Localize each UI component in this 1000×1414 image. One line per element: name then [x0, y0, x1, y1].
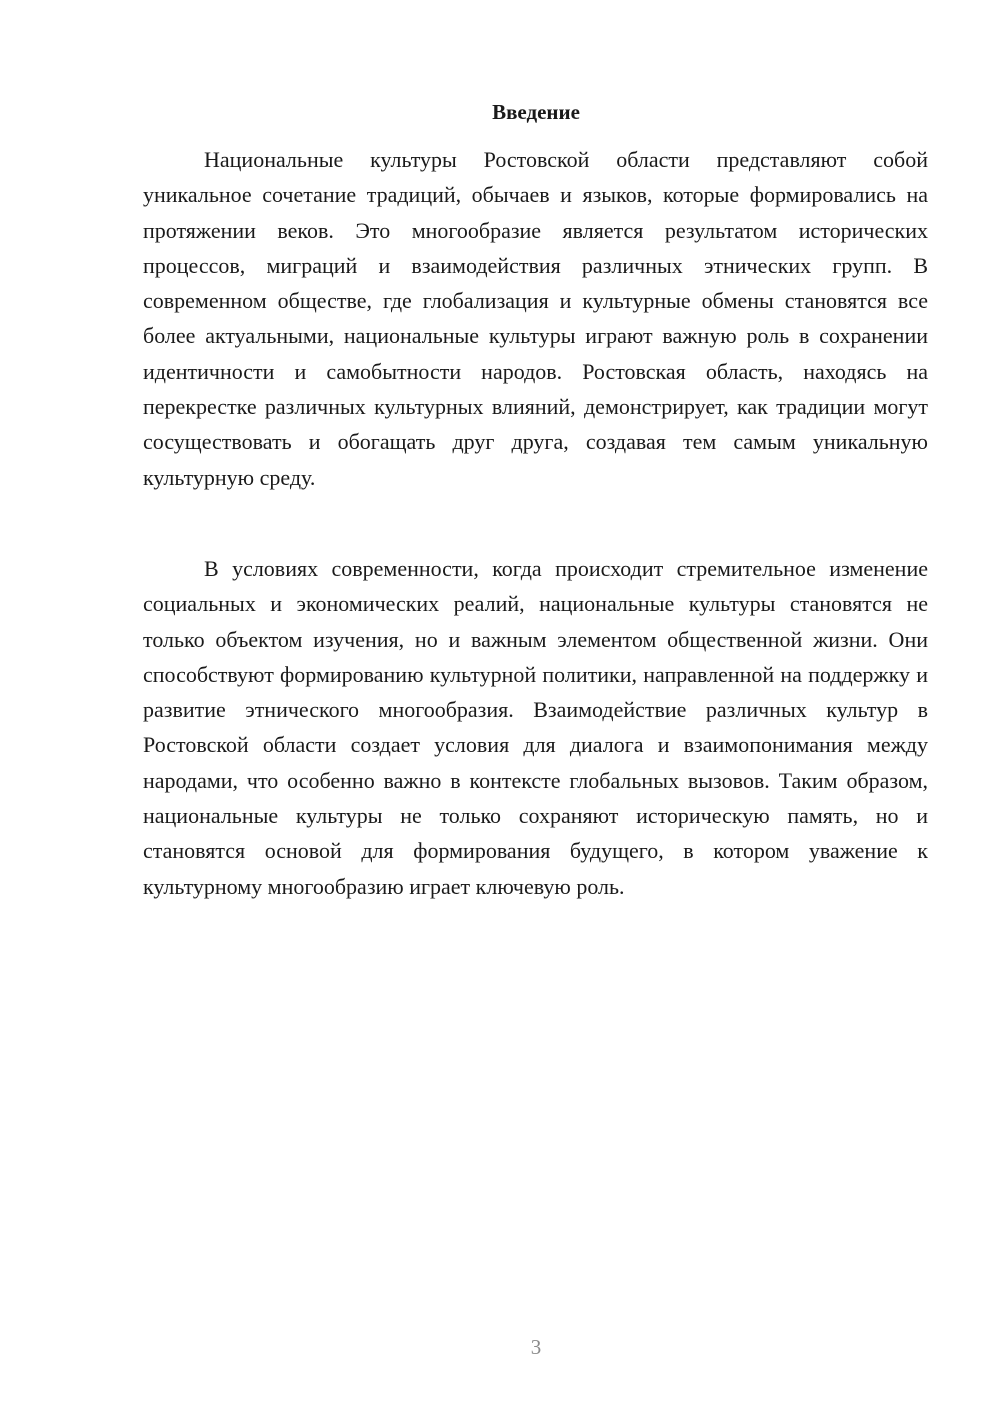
page-number: 3 — [530, 1335, 542, 1359]
paragraph-1: Национальные культуры Ростовской области представляют собой уникальное сочетание традиций, обычаев и языков, которые формировались на протяжении веков. Это многообразие является результатом исторических процессов, миграций и взаимодействия различных этнических групп. В современном обществе, где глобализация и культурные обмены становятся все более актуальными, национальные культуры играют важную роль в сохранении идентичности и самобытности народов. Ростовская область, находясь на перекрестке различных культурных влияний, демонстрирует, как традиции могут сосуществовать и обогащать друг друга, создавая тем самым уникальную культурную среду. — [143, 147, 928, 490]
section-heading: Введение — [492, 100, 580, 124]
paragraph-2: В условиях современности, когда происходит стремительное изменение социальных и экономических реалий, национальные культуры становятся не только объектом изучения, но и важным элементом общественной жизни. Они способствуют формированию культурной политики, направленной на поддержку и развитие этнического многообразия. Взаимодействие различных культур в Ростовской области создает условия для диалога и взаимопонимания между народами, что особенно важно в контексте глобальных вызовов. Таким образом, национальные культуры не только сохраняют историческую память, но и становятся основой для формирования будущего, в котором уважение к культурному многообразию играет ключевую роль. — [143, 556, 928, 899]
